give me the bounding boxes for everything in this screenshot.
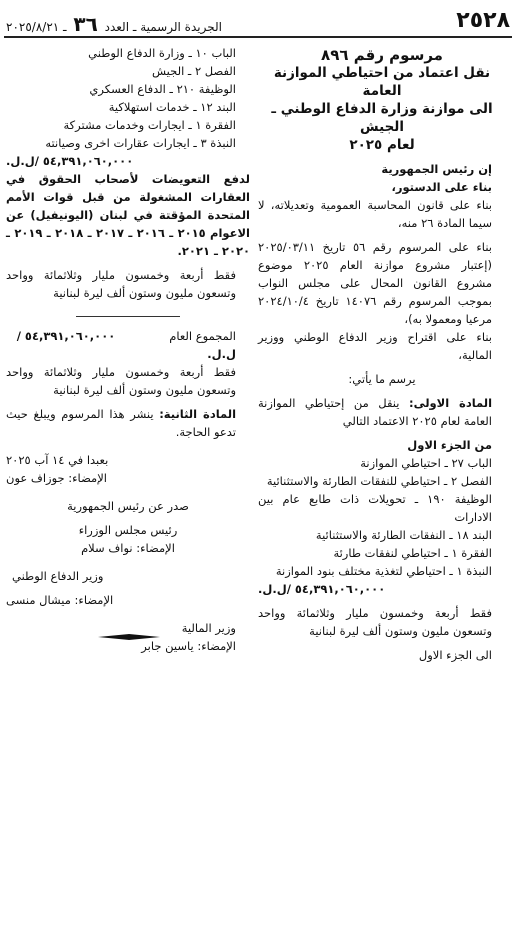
article-1-text: ينقل من إحتياطي الموازنة العامة لعام ٢٠٢٥ الاعتماد التالي xyxy=(258,396,492,428)
part-to: الى الجزء الاول xyxy=(418,648,492,662)
issue-date: ـ ٢٠٢٥/٨/٢١ xyxy=(6,20,67,34)
president-signature: الإمضاء: جوزاف عون xyxy=(6,471,107,485)
decrees-line: يرسم ما يأتي: xyxy=(348,372,416,386)
amount: ٥٤,٣٩١,٠٦٠,٠٠٠ /ل.ل. xyxy=(258,582,386,596)
issued-by: صدر عن رئيس الجمهورية xyxy=(67,499,189,513)
item-paragraph: الفقرة ١ ـ ايجارات وخدمات مشتركة xyxy=(63,118,236,132)
page-number: ٢٥٢٨ xyxy=(456,8,510,33)
defense-minister-signature: الإمضاء: ميشال منسى xyxy=(6,593,114,607)
left-column xyxy=(6,44,250,655)
amount: ٥٤,٣٩١,٠٦٠,٠٠٠ /ل.ل. xyxy=(6,154,134,168)
amount-words: فقط أربعة وخمسون مليار وثلاثمائة وواحد وتسعون مليون وستون ألف ليرة لبنانية xyxy=(258,606,492,638)
item-subparagraph: النبذة ١ ـ احتياطي لتغذية مختلف بنود الموازنة xyxy=(275,564,492,578)
item-subparagraph: النبذة ٣ ـ ايجارات عقارات اخرى وصيانته xyxy=(45,136,236,150)
part-from: من الجزء الاول xyxy=(407,438,492,452)
journal-name: الجريدة الرسمية ـ العدد xyxy=(104,20,222,34)
issue-number: ٣٦ xyxy=(73,12,98,36)
item-section: الفصل ٢ ـ الجيش xyxy=(152,64,236,78)
item-paragraph: الفقرة ١ ـ احتياطي لنفقات طارئة xyxy=(333,546,492,560)
purpose: لدفع التعويضات لأصحاب الحقوق في العقارات المشغولة من قبل قوات الأمم المتحدة المؤقتة في لبنان (اليونيفيل) عن الاعوام ٢٠١٥ ـ ٢٠١٦ ـ ٢٠١٧ ـ ٢٠١٨ ـ ٢٠١٩ ـ ٢٠٢٠ ـ ٢٠٢١. xyxy=(6,172,250,258)
article-2 xyxy=(6,405,250,441)
decree-subject-line-3: لعام ٢٠٢٥ xyxy=(349,137,415,153)
item-clause: البند ١٨ ـ النفقات الطارئة والاستثنائية xyxy=(315,528,492,542)
pm-signature: الإمضاء: نواف سلام xyxy=(81,541,175,555)
article-2-label: المادة الثانية: xyxy=(159,407,237,421)
constitution-line: بناء على الدستور، xyxy=(391,180,492,194)
signing-date: بعبدا في ١٤ آب ٢٠٢٥ xyxy=(6,453,109,467)
article-1-label: المادة الاولى: xyxy=(408,396,493,410)
president-line: إن رئيس الجمهورية xyxy=(381,162,492,176)
right-column xyxy=(258,44,506,664)
total-label: المجموع العام xyxy=(169,329,236,343)
item-chapter: الباب ٢٧ ـ احتياطي الموازنة xyxy=(360,456,492,470)
journal-issue-line xyxy=(6,12,222,36)
separator-line xyxy=(76,316,180,317)
end-ornament xyxy=(98,634,160,640)
decree-subject-line-2: الى موازنة وزارة الدفاع الوطني ـ الجيش xyxy=(271,101,493,135)
item-clause: البند ١٢ ـ خدمات استهلاكية xyxy=(108,100,236,114)
item-function: الوظيفة ٢١٠ ـ الدفاع العسكري xyxy=(89,82,236,96)
finance-minister-title: وزير المالية xyxy=(181,621,236,635)
recital-1: بناء على قانون المحاسبة العمومية وتعديلاته، لا سيما المادة ٢٦ منه، xyxy=(258,198,492,230)
item-section: الفصل ٢ ـ احتياطي للنفقات الطارئة والاستثنائية xyxy=(266,474,492,488)
article-1 xyxy=(258,394,506,430)
total-words: فقط أربعة وخمسون مليار وثلاثمائة وواحد وتسعون مليون وستون ألف ليرة لبنانية xyxy=(6,365,236,397)
page-header xyxy=(4,6,512,38)
pm-title: رئيس مجلس الوزراء xyxy=(78,523,178,537)
decree-subject-line-1: نقل اعتماد من احتياطي الموازنة العامة xyxy=(273,65,491,99)
recital-3: بناء على اقتراح وزير الدفاع الوطني ووزير المالية، xyxy=(258,330,492,362)
defense-minister-title: وزير الدفاع الوطني xyxy=(12,569,104,583)
finance-minister-signature: الإمضاء: ياسين جابر xyxy=(141,639,236,653)
total-amount: ٥٤,٣٩١,٠٦٠,٠٠٠ /ل.ل. xyxy=(16,329,236,361)
recital-2: بناء على المرسوم رقم ٥٦ تاريخ ٢٠٢٥/٠٣/١١ (إعتبار مشروع موازنة العام ٢٠٢٥ موضوع مشروع القانون المحال على مجلس النواب بموجب المرسوم رقم ١٤٠٧٦ تاريخ ٢٠٢٤/١٠/٤ مرعيا ومعمولا به)، xyxy=(258,240,492,326)
item-chapter: الباب ١٠ ـ وزارة الدفاع الوطني xyxy=(88,46,236,60)
article-2-text: ينشر هذا المرسوم ويبلغ حيث تدعو الحاجة. xyxy=(6,407,236,439)
item-function: الوظيفة ١٩٠ ـ تحويلات ذات طابع عام بين الادارات xyxy=(258,492,492,524)
header-rule xyxy=(4,36,512,38)
amount-words: فقط أربعة وخمسون مليار وثلاثمائة وواحد وتسعون مليون وستون ألف ليرة لبنانية xyxy=(6,268,236,300)
total-line xyxy=(6,327,250,363)
decree-title: مرسوم رقم ٨٩٦ xyxy=(321,46,443,64)
